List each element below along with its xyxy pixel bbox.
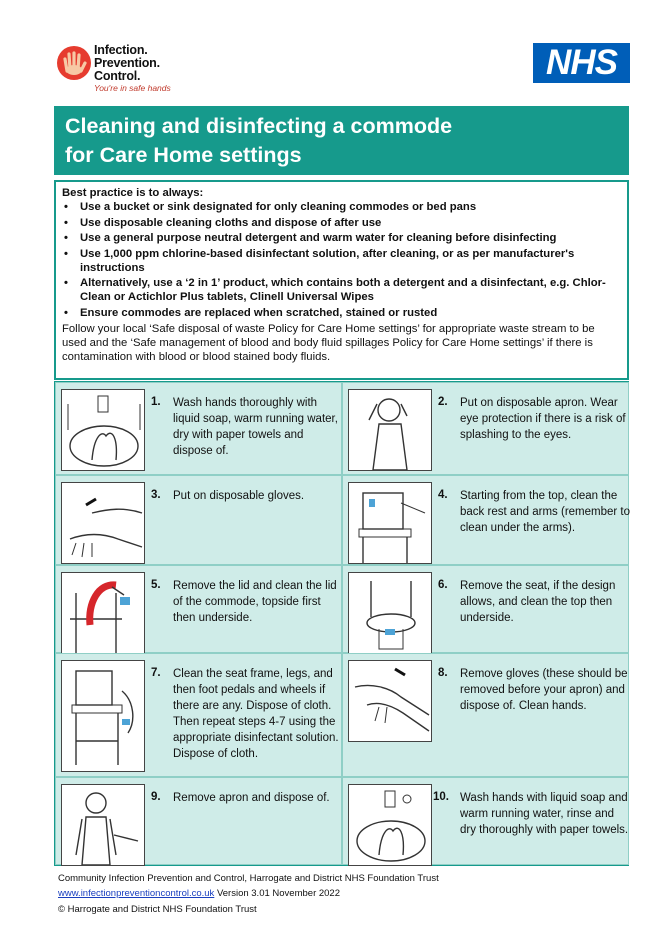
logo-tagline: You're in safe hands (94, 83, 171, 93)
step-8 (342, 653, 629, 777)
best-practice-heading: Best practice is to always: (62, 187, 204, 199)
commode-frame-icon (61, 660, 145, 772)
step-3 (55, 475, 342, 565)
logo-line-2: Prevention. (94, 56, 160, 70)
ipc-logo (56, 44, 196, 96)
title-line-2: for Care Home settings (65, 143, 302, 167)
logo-text (94, 44, 160, 83)
hand-washing-final-icon (348, 784, 432, 866)
step-number: 5. (151, 579, 161, 591)
step-number: 8. (438, 667, 448, 679)
best-practice-item: • Ensure commodes are replaced when scratched, stained or rusted (62, 306, 621, 320)
footer-organisation: Community Infection Prevention and Control, Harrogate and District NHS Foundation Trust (58, 873, 439, 884)
hand-logo-icon (56, 44, 92, 82)
footer (58, 871, 439, 917)
step-text: Remove the lid and clean the lid of the commode, topside first then underside. (173, 580, 337, 624)
footer-link-line (58, 886, 439, 901)
step-number: 6. (438, 579, 448, 591)
logo-line-3: Control. (94, 69, 141, 83)
step-text: Remove apron and dispose of. (173, 792, 330, 804)
nhs-logo: NHS (533, 43, 630, 83)
step-number: 4. (438, 489, 448, 501)
step-text: Remove gloves (these should be removed before your apron) and dispose of. Clean hands. (460, 668, 628, 712)
hand-washing-icon (61, 389, 145, 471)
apron-icon (348, 389, 432, 471)
commode-backrest-icon (348, 482, 432, 564)
step-text: Put on disposable gloves. (173, 490, 305, 502)
apron-removal-icon (61, 784, 145, 866)
step-2 (342, 382, 629, 475)
version-text: Version 3.01 November 2022 (214, 888, 341, 899)
step-text: Wash hands thoroughly with liquid soap, warm running water, dry with paper towels and dispose of. (173, 397, 338, 457)
step-number: 1. (151, 396, 161, 408)
best-practice-item: • Alternatively, use a ‘2 in 1’ product, which contains both a detergent and a disinfectant, e.g. Chlor-Clean or Actichlor Plus tablets, Clinell Universal Wipes (62, 276, 621, 304)
best-practice-item: • Use a bucket or sink designated for only cleaning commodes or bed pans (62, 200, 621, 214)
step-text: Put on disposable apron. Wear eye protection if there is a risk of splashing to the eyes. (460, 397, 626, 441)
step-5 (55, 565, 342, 653)
logo-line-1: Infection. (94, 43, 148, 57)
best-practice-box (54, 180, 629, 380)
step-9 (55, 777, 342, 865)
page-title (54, 106, 629, 175)
step-1 (55, 382, 342, 475)
step-number: 2. (438, 396, 448, 408)
step-text: Clean the seat frame, legs, and then foot pedals and wheels if there are any. Dispose of cloth. Then repeat steps 4-7 using the appropriate disinfectant solution. Dispose of cloth. (173, 668, 339, 760)
commode-seat-icon (348, 572, 432, 654)
gloves-on-icon (61, 482, 145, 564)
best-practice-list (62, 200, 621, 320)
policy-note: Follow your local ‘Safe disposal of waste Policy for Care Home settings’ for appropriate waste stream to be used and the ‘Safe management of blood and body fluid spillages Policy for Care Home settings’ if there is contamination with blood or blood stained body fluids. (62, 322, 595, 363)
step-7 (55, 653, 342, 777)
step-number: 10. (433, 791, 449, 803)
copyright: © Harrogate and District NHS Foundation Trust (58, 904, 257, 915)
step-4 (342, 475, 629, 565)
commode-lid-icon (61, 572, 145, 654)
step-number: 9. (151, 791, 161, 803)
website-link[interactable]: www.infectionpreventioncontrol.co.uk (58, 888, 215, 899)
best-practice-item: • Use 1,000 ppm chlorine-based disinfectant solution, after cleaning, or as per manufacturer's instructions (62, 247, 621, 275)
step-6 (342, 565, 629, 653)
step-text: Starting from the top, clean the back rest and arms (remember to clean under the arms). (460, 490, 631, 534)
step-10 (342, 777, 629, 865)
step-number: 7. (151, 667, 161, 679)
step-text: Remove the seat, if the design allows, and clean the top then underside. (460, 580, 616, 624)
title-line-1: Cleaning and disinfecting a commode (65, 114, 453, 138)
steps-grid (54, 381, 629, 866)
best-practice-item: • Use disposable cleaning cloths and dispose of after use (62, 216, 621, 230)
best-practice-item: • Use a general purpose neutral detergent and warm water for cleaning before disinfecting (62, 231, 621, 245)
step-text: Wash hands with liquid soap and warm running water, rinse and dry thoroughly with paper towels. (460, 792, 629, 836)
gloves-off-icon (348, 660, 432, 742)
step-number: 3. (151, 489, 161, 501)
